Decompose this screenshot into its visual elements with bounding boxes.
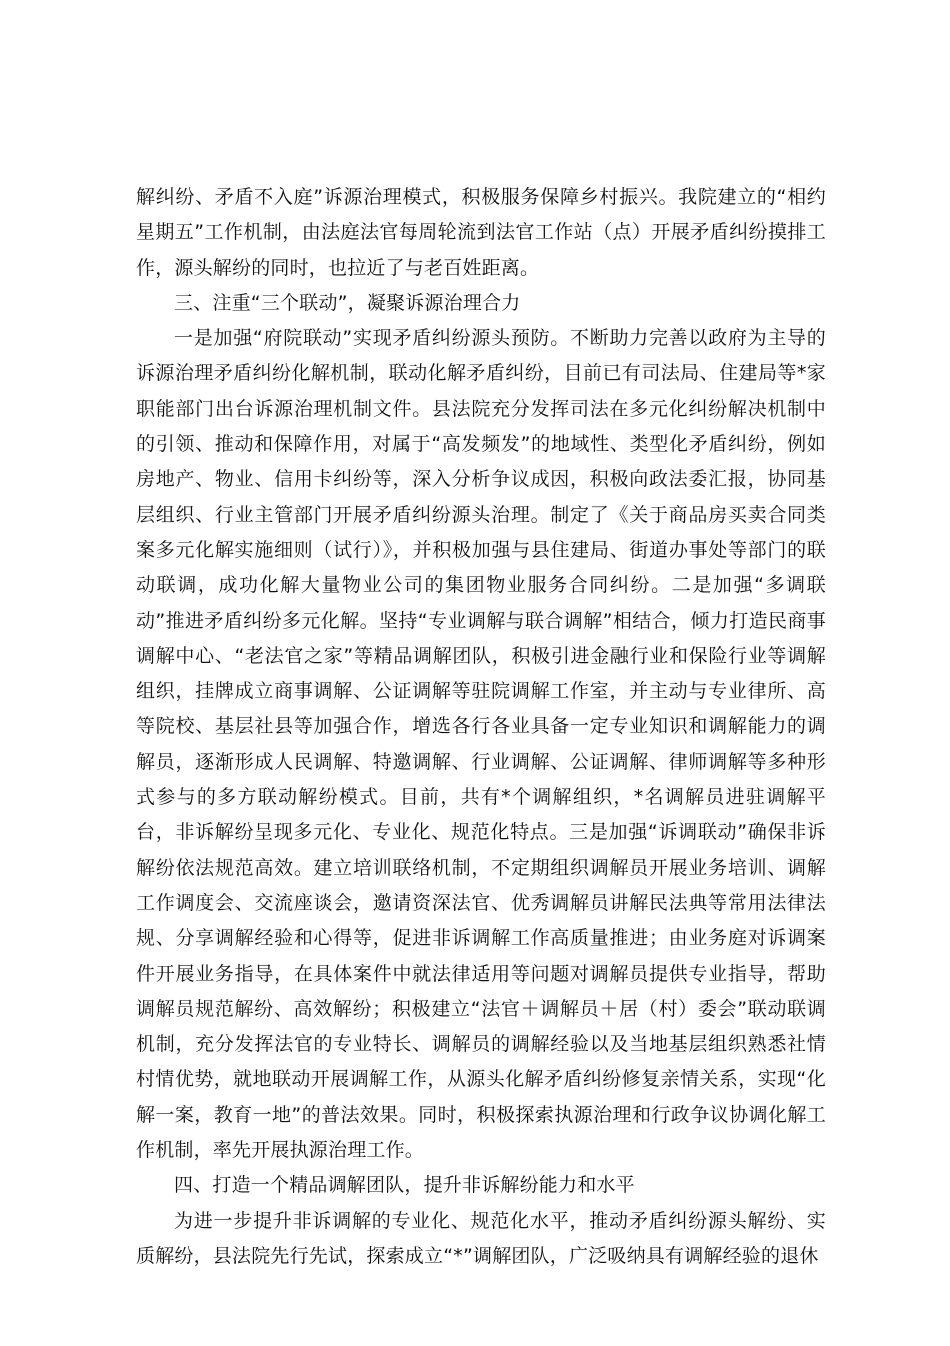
section-heading-three: 三、注重“三个联动”，凝聚诉源治理合力: [174, 291, 521, 314]
document-body: [136, 180, 826, 1274]
paragraph-mediation-team: 为进一步提升非诉调解的专业化、规范化水平，推动矛盾纠纷源头解纷、实质解纷，县法院先行先试，探索成立“*”调解团队，广泛吸纳具有调解经验的退休: [136, 1209, 826, 1267]
section-heading-four: 四、打造一个精品调解团队，提升非诉解纷能力和水平: [174, 1174, 635, 1197]
paragraph-three-linkages: 一是加强“府院联动”实现矛盾纠纷源头预防。不断助力完善以政府为主导的诉源治理矛盾纠纷化解机制，联动化解矛盾纠纷，目前已有司法局、住建局等*家职能部门出台诉源治理机制文件。县法院充分发挥司法在多元化纠纷解决机制中的引领、推动和保障作用，对属于“高发频发”的地域性、类型化矛盾纠纷，例如房地产、物业、信用卡纠纷等，深入分析争议成因，积极向政法委汇报，协同基层组织、行业主管部门开展矛盾纠纷源头治理。制定了《关于商品房买卖合同类案多元化解实施细则（试行）》，并积极加强与县住建局、街道办事处等部门的联动联调，成功化解大量物业公司的集团物业服务合同纠纷。二是加强“多调联动”推进矛盾纠纷多元化解。坚持“专业调解与联合调解”相结合，倾力打造民商事调解中心、“老法官之家”等精品调解团队，积极引进金融行业和保险行业等调解组织，挂牌成立商事调解、公证调解等驻院调解工作室，并主动与专业律所、高等院校、基层社县等加强合作，增选各行各业具备一定专业知识和调解能力的调解员，逐渐形成人民调解、特邀调解、行业调解、公证调解、律师调解等多种形式参与的多方联动解纷模式。目前，共有*个调解组织，*名调解员进驻调解平台，非诉解纷呈现多元化、专业化、规范化特点。三是加强“诉调联动”确保非诉解纷依法规范高效。建立培训联络机制，不定期组织调解员开展业务培训、调解工作调度会、交流座谈会，邀请资深法官、优秀调解员讲解民法典等常用法律法规、分享调解经验和心得等，促进非诉调解工作高质量推进；由业务庭对诉调案件开展业务指导，在具体案件中就法律适用等问题对调解员提供专业指导，帮助调解员规范解纷、高效解纷；积极建立“法官＋调解员＋居（村）委会”联动联调机制，充分发挥法官的专业特长、调解员的调解经验以及当地基层组织熟悉社情村情优势，就地联动开展调解工作，从源头化解矛盾纠纷修复亲情关系，实现“化解一案，教育一地”的普法效果。同时，积极探索执源治理和行政争议协调化解工作机制，率先开展执源治理工作。: [136, 327, 826, 1162]
paragraph-continuation: 解纠纷、矛盾不入庭”诉源治理模式，积极服务保障乡村振兴。我院建立的“相约星期五”工作机制，由法庭法官每周轮流到法官工作站（点）开展矛盾纠纷摸排工作，源头解纷的同时，也拉近了与老百姓距离。: [136, 186, 826, 279]
